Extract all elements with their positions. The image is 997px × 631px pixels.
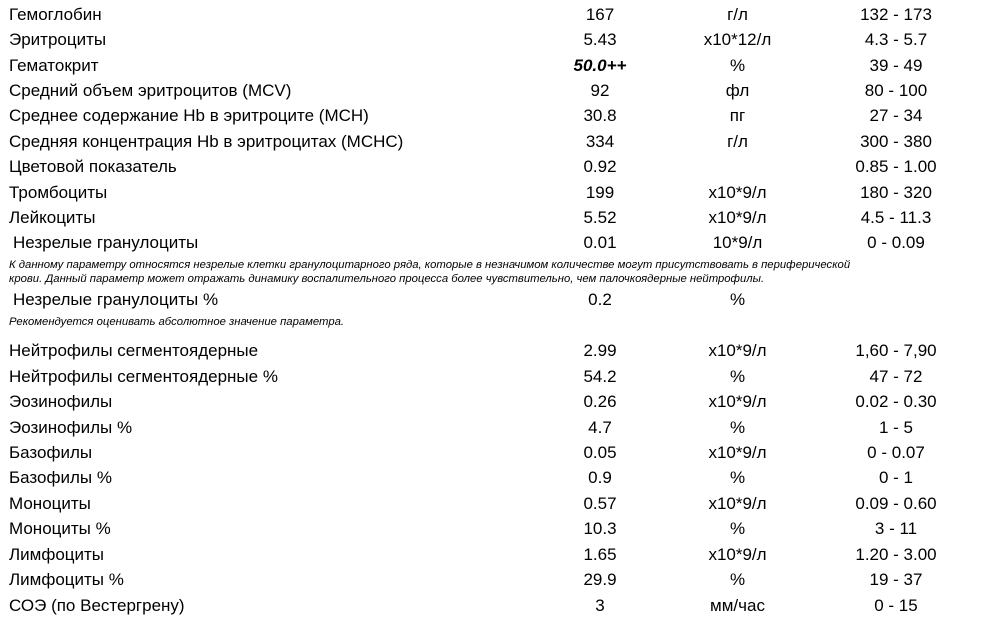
result-row-hemoglobin (0, 3, 997, 27)
parameter-name: Среднее содержание Hb в эритроците (MCH) (9, 106, 369, 125)
parameter-name: Нейтрофилы сегментоядерные (9, 341, 259, 360)
result-value: 334 (585, 132, 615, 151)
reference-range: 180 - 320 (860, 183, 932, 202)
result-row-color-index (0, 155, 997, 179)
result-value: 0.26 (583, 392, 617, 411)
reference-range: 0 - 0.09 (867, 233, 925, 252)
reference-range: 4.5 - 11.3 (860, 208, 932, 227)
result-row-basophils-percent (0, 466, 997, 490)
result-row-eosinophils (0, 390, 997, 414)
unit: г/л (727, 132, 748, 151)
parameter-name: Моноциты (9, 494, 91, 513)
result-row-immature-granulocytes (0, 231, 997, 255)
parameter-name: Средний объем эритроцитов (MCV) (9, 81, 292, 100)
reference-range: 300 - 380 (860, 132, 932, 151)
reference-range: 3 - 11 (874, 519, 918, 538)
parameter-name: Моноциты % (9, 519, 111, 538)
unit: x10*9/л (708, 494, 767, 513)
result-row-platelets (0, 181, 997, 205)
result-value: 5.43 (583, 30, 617, 49)
result-row-mch (0, 104, 997, 128)
unit: г/л (727, 5, 748, 24)
unit: x10*9/л (708, 341, 767, 360)
parameter-name: Незрелые гранулоциты % (13, 290, 219, 309)
result-value: 0.2 (588, 290, 612, 309)
unit: 10*9/л (712, 233, 763, 252)
parameter-name: Эритроциты (9, 30, 107, 49)
parameter-name: Гематокрит (9, 56, 99, 75)
result-value: 30.8 (583, 106, 617, 125)
result-row-hematocrit (0, 54, 997, 78)
result-value: 3 (595, 596, 605, 615)
result-value: 199 (585, 183, 615, 202)
result-value: 167 (585, 5, 615, 24)
result-value: 10.3 (583, 519, 617, 538)
result-row-immature-granulocytes-percent (0, 288, 997, 312)
unit: x10*9/л (708, 443, 767, 462)
unit: % (729, 367, 746, 386)
unit: x10*9/л (708, 545, 767, 564)
parameter-name: Лейкоциты (9, 208, 96, 227)
parameter-name: Базофилы % (9, 468, 112, 487)
reference-range: 0 - 1 (878, 468, 914, 487)
reference-range: 1.20 - 3.00 (855, 545, 937, 564)
unit: пг (729, 106, 746, 125)
unit: % (729, 468, 746, 487)
parameter-name: Средняя концентрация Hb в эритроцитах (MCHC) (9, 132, 404, 151)
result-value: 1.65 (583, 545, 617, 564)
result-value: 92 (590, 81, 610, 100)
result-value: 54.2 (583, 367, 617, 386)
unit: % (729, 519, 746, 538)
parameter-name: Базофилы (9, 443, 93, 462)
parameter-name: СОЭ (по Вестергрену) (9, 596, 185, 615)
result-value: 0.9 (588, 468, 612, 487)
unit: x10*9/л (708, 392, 767, 411)
result-row-monocytes (0, 492, 997, 516)
result-value: 5.52 (583, 208, 617, 227)
result-row-erythrocytes (0, 28, 997, 52)
result-row-mcv (0, 79, 997, 103)
unit: % (729, 418, 746, 437)
parameter-name: Лимфоциты % (9, 570, 124, 589)
reference-range: 0.02 - 0.30 (855, 392, 937, 411)
result-row-basophils (0, 441, 997, 465)
reference-range: 19 - 37 (869, 570, 923, 589)
reference-range: 132 - 173 (860, 5, 932, 24)
parameter-name: Эозинофилы % (9, 418, 133, 437)
result-row-lymphocytes-percent (0, 568, 997, 592)
footnote-immature-granulocytes-line1: К данному параметру относятся незрелые клетки гранулоцитарного ряда, которые в незначимом количестве могут присутствовать в периферической (9, 259, 851, 271)
reference-range: 0 - 15 (874, 596, 918, 615)
result-value: 29.9 (583, 570, 617, 589)
reference-range: 47 - 72 (869, 367, 923, 386)
result-value: 2.99 (583, 341, 617, 360)
result-row-lymphocytes (0, 543, 997, 567)
parameter-name: Незрелые гранулоциты (13, 233, 199, 252)
unit: % (729, 290, 746, 309)
unit: x10*9/л (708, 183, 767, 202)
result-value-flagged: 50.0++ (573, 56, 627, 75)
reference-range: 80 - 100 (864, 81, 928, 100)
reference-range: 1 - 5 (878, 418, 914, 437)
result-row-segmented-neutrophils-percent (0, 365, 997, 389)
result-value: 0.57 (583, 494, 617, 513)
parameter-name: Лимфоциты (9, 545, 105, 564)
reference-range: 1,60 - 7,90 (855, 341, 937, 360)
reference-range: 4.3 - 5.7 (864, 30, 928, 49)
unit: x10*12/л (703, 30, 772, 49)
result-row-monocytes-percent (0, 517, 997, 541)
result-row-mchc (0, 130, 997, 154)
parameter-name: Эозинофилы (9, 392, 113, 411)
result-row-esr (0, 594, 997, 618)
result-value: 0.05 (583, 443, 617, 462)
unit: % (729, 56, 746, 75)
footnote-immature-granulocytes-line2: крови. Данный параметр может отражать динамику воспалительного процесса более чувствительно, чем палочкоядерные нейтрофилы. (9, 273, 765, 285)
unit: мм/час (710, 596, 765, 615)
parameter-name: Цветовой показатель (9, 157, 177, 176)
unit: % (729, 570, 746, 589)
result-row-leukocytes (0, 206, 997, 230)
reference-range: 39 - 49 (869, 56, 923, 75)
reference-range: 0.85 - 1.00 (855, 157, 937, 176)
unit: x10*9/л (708, 208, 767, 227)
result-row-segmented-neutrophils (0, 339, 997, 363)
parameter-name: Нейтрофилы сегментоядерные % (9, 367, 278, 386)
unit: фл (725, 81, 750, 100)
footnote-absolute-value: Рекомендуется оценивать абсолютное значение параметра. (9, 316, 345, 328)
reference-range: 0 - 0.07 (867, 443, 925, 462)
reference-range: 27 - 34 (869, 106, 923, 125)
result-row-eosinophils-percent (0, 416, 997, 440)
parameter-name: Гемоглобин (9, 5, 102, 24)
parameter-name: Тромбоциты (9, 183, 108, 202)
reference-range: 0.09 - 0.60 (855, 494, 937, 513)
result-value: 0.92 (583, 157, 617, 176)
result-value: 0.01 (583, 233, 617, 252)
result-value: 4.7 (588, 418, 612, 437)
